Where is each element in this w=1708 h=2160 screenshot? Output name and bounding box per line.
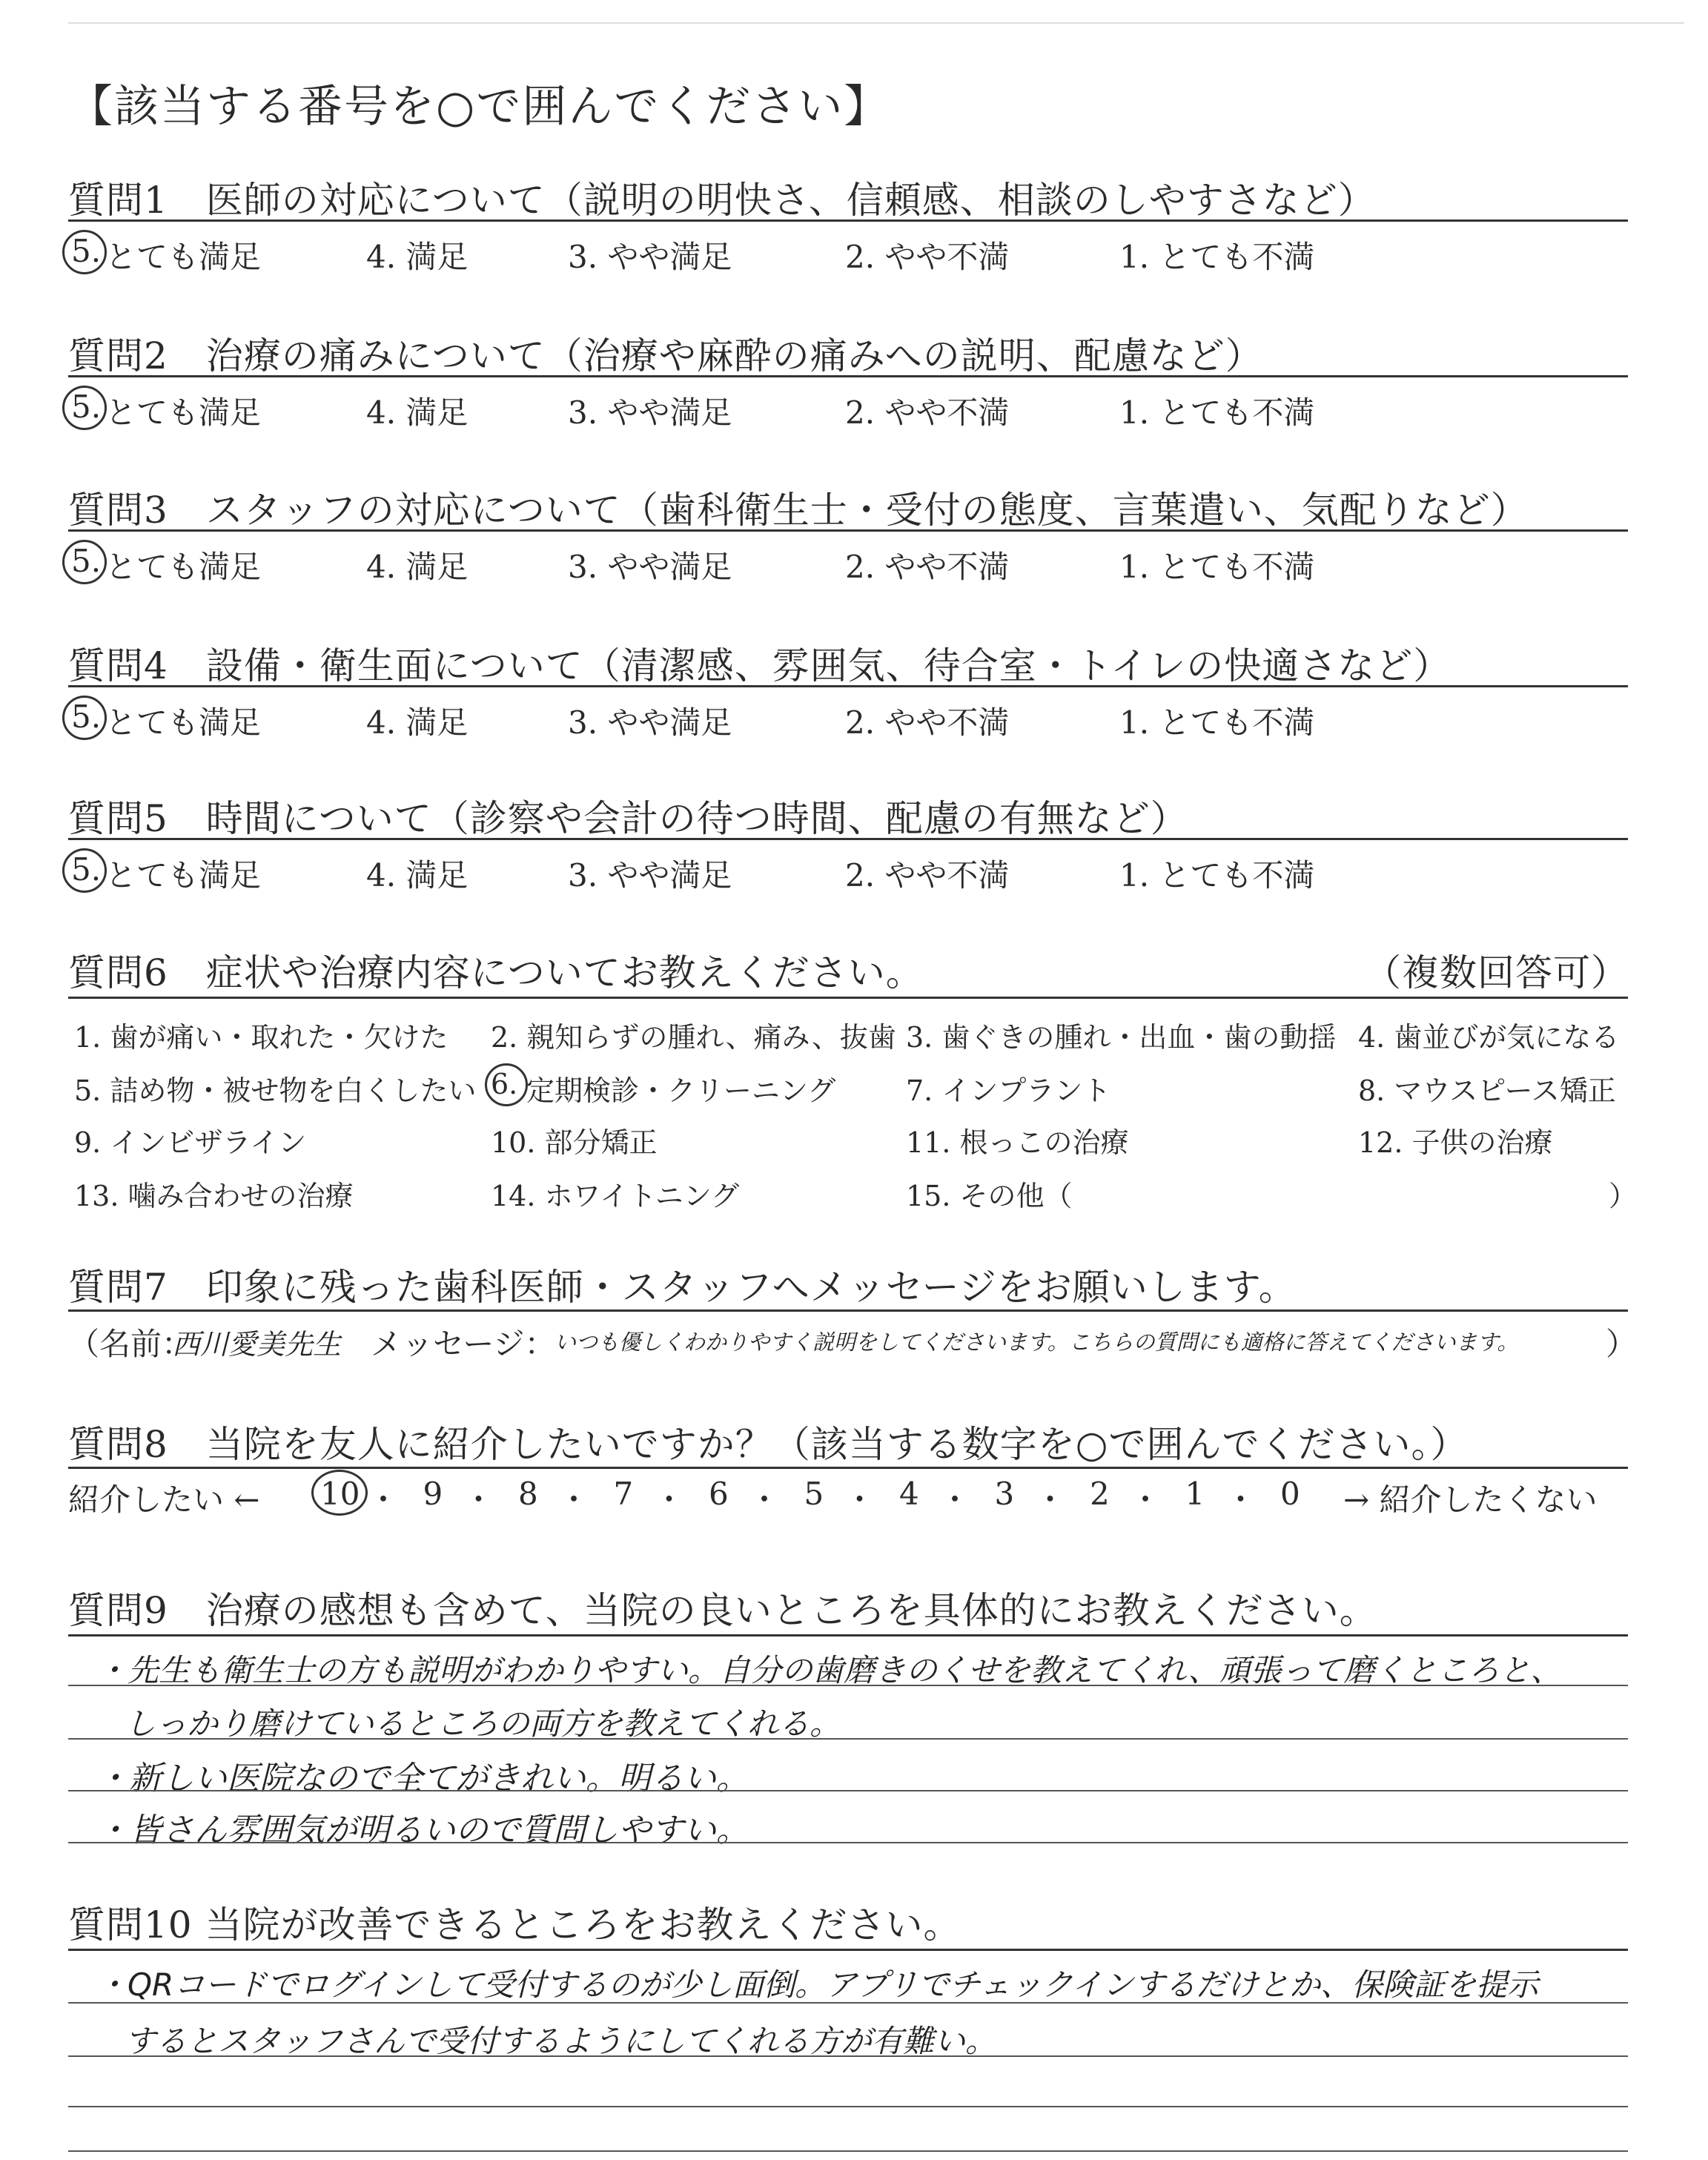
q1-option-4[interactable]: 4. 満足 (366, 239, 469, 275)
q6-item-12[interactable]: 12. 子供の治療 (1358, 1126, 1553, 1159)
q6-item-5[interactable]: 5. 詰め物・被せ物を白くしたい (74, 1074, 477, 1107)
q10-answer-rule-4 (68, 2150, 1628, 2152)
q4-option-2[interactable]: 2. やや不満 (845, 704, 1010, 741)
q9-line-3: ・新しい医院なので全てがきれい。明るい。 (96, 1760, 749, 1797)
q1-heading: 質問1 医師の対応について（説明の明快さ、信頼感、相談のしやすさなど） (68, 179, 1376, 222)
q8-number-3[interactable]: 3 (994, 1476, 1015, 1512)
q6-item-8[interactable]: 8. マウスピース矯正 (1358, 1074, 1616, 1107)
q10-answer-rule-2 (68, 2055, 1628, 2057)
q10-rule (68, 1949, 1628, 1951)
q6-item-11[interactable]: 11. 根っこの治療 (906, 1126, 1129, 1159)
q6-item-7[interactable]: 7. インプラント (906, 1074, 1111, 1107)
q8-right-label: → 紹介したくない (1343, 1482, 1598, 1518)
q6-item-2[interactable]: 2. 親知らずの腫れ、痛み、抜歯 (491, 1021, 896, 1054)
q6-note: （複数回答可） (1364, 951, 1629, 994)
q7-rule (68, 1309, 1628, 1312)
q3-heading: 質問3 スタッフの対応について（歯科衛生士・受付の態度、言葉遣い、気配りなど） (68, 489, 1529, 532)
q8-number-0[interactable]: 0 (1280, 1476, 1300, 1512)
q4-rule (68, 685, 1628, 687)
q8-separator-dot: ・ (1034, 1482, 1066, 1518)
q7-close: ） (1606, 1326, 1638, 1362)
q5-option-5[interactable]: 5. (71, 851, 102, 888)
q8-number-6[interactable]: 6 (709, 1476, 729, 1512)
q1-rule (68, 219, 1628, 222)
q10-answer-rule-1 (68, 2002, 1628, 2004)
q5-option-2[interactable]: 2. やや不満 (845, 857, 1010, 894)
q9-answer-rule-3 (68, 1790, 1628, 1791)
q1-option-5[interactable]: 5. (71, 233, 102, 269)
q8-separator-dot: ・ (844, 1482, 875, 1518)
q2-option-5-text: とても満足 (105, 394, 262, 431)
q3-option-1[interactable]: 1. とても不満 (1119, 549, 1315, 585)
q6-selection-circle (485, 1063, 528, 1106)
q8-separator-dot: ・ (1225, 1482, 1257, 1518)
q6-item-1[interactable]: 1. 歯が痛い・取れた・欠けた (74, 1021, 448, 1054)
q6-item-16: ） (1609, 1180, 1638, 1212)
q7-message-value: いつも優しくわかりやすく説明をしてくださいます。こちらの質問にも適格に答えてくださいます。 (555, 1330, 1519, 1355)
q8-selection-circle (311, 1470, 368, 1516)
q3-rule (68, 529, 1628, 532)
q8-separator-dot: ・ (939, 1482, 971, 1518)
q6-item-10[interactable]: 10. 部分矯正 (491, 1126, 658, 1159)
q9-heading: 質問9 治療の感想も含めて、当院の良いところを具体的にお教えください。 (68, 1589, 1377, 1632)
q8-number-2[interactable]: 2 (1090, 1476, 1110, 1512)
q1-option-2[interactable]: 2. やや不満 (845, 239, 1010, 275)
q6-item-6-text: 定期検診・クリーニング (526, 1074, 836, 1107)
q9-line-1: ・先生も衛生士の方も説明がわかりやすい。自分の歯磨きのくせを教えてくれ、頑張って磨くところと、 (96, 1652, 1562, 1688)
q8-separator-dot: ・ (749, 1482, 781, 1518)
q8-heading: 質問8 当院を友人に紹介したいですか？（該当する数字を○で囲んでください。） (68, 1423, 1469, 1466)
q2-rule (68, 375, 1628, 377)
q8-separator-dot: ・ (1130, 1482, 1162, 1518)
q8-rule (68, 1467, 1628, 1469)
q3-option-2[interactable]: 2. やや不満 (845, 549, 1010, 585)
q9-answer-rule-1 (68, 1685, 1628, 1686)
q9-line-4: ・皆さん雰囲気が明るいので質問しやすい。 (96, 1811, 749, 1849)
q5-option-4[interactable]: 4. 満足 (366, 857, 469, 894)
q4-option-3[interactable]: 3. やや満足 (568, 704, 732, 741)
q6-item-3[interactable]: 3. 歯ぐきの腫れ・出血・歯の動揺 (906, 1021, 1337, 1054)
q2-option-2[interactable]: 2. やや不満 (845, 394, 1010, 431)
page-title: 【該当する番号を○で囲んでください】 (68, 81, 890, 133)
q4-option-1[interactable]: 1. とても不満 (1119, 704, 1315, 741)
q8-number-7[interactable]: 7 (613, 1476, 634, 1512)
q5-rule (68, 838, 1628, 840)
q4-option-5-text: とても満足 (105, 704, 262, 741)
q6-heading: 質問6 症状や治療内容についてお教えください。 (68, 951, 924, 994)
q3-option-3[interactable]: 3. やや満足 (568, 549, 732, 585)
q1-option-5-text: とても満足 (105, 239, 262, 275)
q7-name-label: （名前： (68, 1326, 193, 1362)
q9-line-2: しっかり磨けているところの両方を教えてくれる。 (125, 1705, 841, 1742)
q8-separator-dot: ・ (653, 1482, 685, 1518)
q2-option-1[interactable]: 1. とても不満 (1119, 394, 1315, 431)
q9-answer-rule-4 (68, 1842, 1628, 1843)
q4-heading: 質問4 設備・衛生面について（清潔感、雰囲気、待合室・トイレの快適さなど） (68, 644, 1452, 687)
q8-separator-dot: ・ (558, 1482, 590, 1518)
q7-message-label: メッセージ： (371, 1326, 556, 1362)
q1-option-1[interactable]: 1. とても不満 (1119, 239, 1315, 275)
q8-number-9[interactable]: 9 (423, 1476, 443, 1512)
scan-edge (68, 22, 1684, 24)
q5-option-1[interactable]: 1. とても不満 (1119, 857, 1315, 894)
q9-answer-rule-2 (68, 1738, 1628, 1740)
q8-separator-dot: ・ (368, 1482, 400, 1518)
q8-number-10[interactable]: 10 (320, 1476, 360, 1512)
q5-heading: 質問5 時間について（診察や会計の待つ時間、配慮の有無など） (68, 797, 1188, 840)
q8-number-1[interactable]: 1 (1185, 1476, 1205, 1512)
q10-line-1: ・QRコードでログインして受付するのが少し面倒。アプリでチェックインするだけとか、保険証を提示 (96, 1966, 1539, 2003)
q5-option-5-text: とても満足 (105, 857, 262, 894)
q8-number-4[interactable]: 4 (899, 1476, 919, 1512)
q6-rule (68, 997, 1628, 999)
q3-option-5-text: とても満足 (105, 549, 262, 585)
q10-heading: 質問10 当院が改善できるところをお教えください。 (68, 1903, 961, 1946)
q7-name-value: 西川愛美先生 (172, 1328, 342, 1361)
q10-line-2: するとスタッフさんで受付するようにしてくれる方が有難い。 (125, 2023, 997, 2059)
q4-option-5[interactable]: 5. (71, 698, 102, 735)
q7-heading: 質問7 印象に残った歯科医師・スタッフへメッセージをお願いします。 (68, 1266, 1297, 1309)
q6-item-6[interactable]: 6. (491, 1068, 518, 1100)
q6-item-15[interactable]: 15. その他（ (906, 1180, 1073, 1212)
q6-item-9[interactable]: 9. インビザライン (74, 1126, 307, 1159)
q6-item-4[interactable]: 4. 歯並びが気になる (1358, 1021, 1620, 1054)
q2-option-3[interactable]: 3. やや満足 (568, 394, 732, 431)
q3-option-4[interactable]: 4. 満足 (366, 549, 469, 585)
q2-heading: 質問2 治療の痛みについて（治療や麻酔の痛みへの説明、配慮など） (68, 334, 1263, 377)
q6-item-14[interactable]: 14. ホワイトニング (491, 1180, 740, 1212)
q3-option-5[interactable]: 5. (71, 543, 102, 579)
q2-option-5[interactable]: 5. (71, 389, 102, 425)
q8-left-label: 紹介したい ← (68, 1482, 260, 1518)
q8-number-5[interactable]: 5 (804, 1476, 824, 1512)
q9-rule (68, 1634, 1628, 1636)
q4-option-4[interactable]: 4. 満足 (366, 704, 469, 741)
q10-answer-rule-3 (68, 2106, 1628, 2107)
q1-option-3[interactable]: 3. やや満足 (568, 239, 732, 275)
q5-option-3[interactable]: 3. やや満足 (568, 857, 732, 894)
q2-option-4[interactable]: 4. 満足 (366, 394, 469, 431)
q8-number-8[interactable]: 8 (518, 1476, 538, 1512)
q8-separator-dot: ・ (463, 1482, 494, 1518)
q6-item-13[interactable]: 13. 噛み合わせの治療 (74, 1180, 354, 1212)
